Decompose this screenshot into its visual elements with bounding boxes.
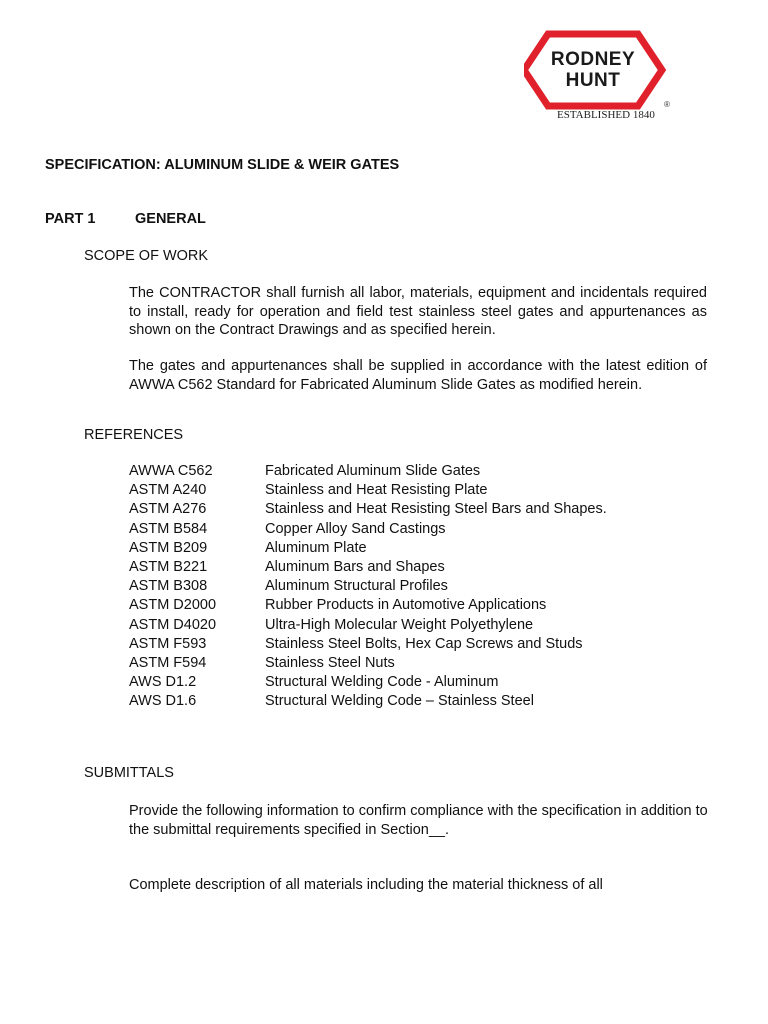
reference-description: Stainless and Heat Resisting Steel Bars and Shapes. [265,501,607,518]
reference-row [129,481,607,500]
reference-code: ASTM B209 [129,539,208,556]
reference-row [129,635,607,654]
reference-code: ASTM A240 [129,482,207,499]
submittals-heading: SUBMITTALS [84,765,174,781]
logo-established: ESTABLISHED 1840 [557,109,655,121]
references-heading: REFERENCES [84,427,184,443]
reference-row [129,692,607,711]
document-title: SPECIFICATION: ALUMINUM SLIDE & WEIR GATES [45,157,400,173]
reference-description: Structural Welding Code - Aluminum [265,674,499,691]
reference-description: Aluminum Structural Profiles [265,578,448,595]
reference-description: Stainless and Heat Resisting Plate [265,482,488,499]
scope-paragraph-1: The CONTRACTOR shall furnish all labor, materials, equipment and incidentals required to install, ready for operation and field test stainless steel gates and appurtenances as shown on the Contract Drawings and as specified herein. [129,285,707,338]
reference-code: ASTM B221 [129,558,208,575]
reference-description: Ultra-High Molecular Weight Polyethylene [265,616,534,633]
reference-description: Aluminum Bars and Shapes [265,558,445,575]
reference-row [129,558,607,577]
reference-description: Stainless Steel Nuts [265,654,395,671]
reference-row [129,616,607,635]
part-number: PART 1 [45,211,96,227]
scope-paragraph-2: The gates and appurtenances shall be supplied in accordance with the latest edition of AWWA C562 Standard for Fabricated Aluminum Slide Gates as modified herein. [129,358,707,393]
reference-code: AWS D1.2 [129,674,197,691]
reference-row [129,520,607,539]
reference-code: AWWA C562 [129,463,213,479]
reference-code: ASTM A276 [129,501,207,518]
company-logo [524,30,668,124]
reference-description: Copper Alloy Sand Castings [265,520,446,537]
scope-heading: SCOPE OF WORK [84,248,209,264]
reference-code: ASTM B584 [129,520,208,537]
reference-description: Rubber Products in Automotive Applications [265,597,547,614]
logo-text-line2: HUNT [565,70,621,91]
reference-row [129,673,607,692]
reference-code: ASTM D4020 [129,616,217,633]
reference-description: Structural Welding Code – Stainless Steel [265,693,534,710]
reference-description: Fabricated Aluminum Slide Gates [265,463,481,479]
reference-row [129,462,607,481]
reference-code: ASTM F594 [129,654,207,671]
reference-row [129,500,607,519]
submittals-paragraph-2: Complete description of all materials including the material thickness of all [129,877,603,893]
part-name: GENERAL [135,211,206,227]
submittals-paragraph-1: Provide the following information to confirm compliance with the specification in addition to the submittal requirements specified in Section__. [129,803,708,838]
reference-code: ASTM F593 [129,635,207,652]
logo-text-line1: RODNEY [550,49,636,70]
reference-row [129,654,607,673]
reference-code: ASTM D2000 [129,597,217,614]
registered-mark: ® [664,100,670,109]
reference-code: ASTM B308 [129,578,208,595]
references-list [129,462,607,711]
reference-description: Stainless Steel Bolts, Hex Cap Screws and Studs [265,635,583,652]
reference-description: Aluminum Plate [265,539,367,556]
reference-row [129,577,607,596]
reference-row [129,596,607,615]
reference-code: AWS D1.6 [129,693,197,710]
reference-row [129,539,607,558]
